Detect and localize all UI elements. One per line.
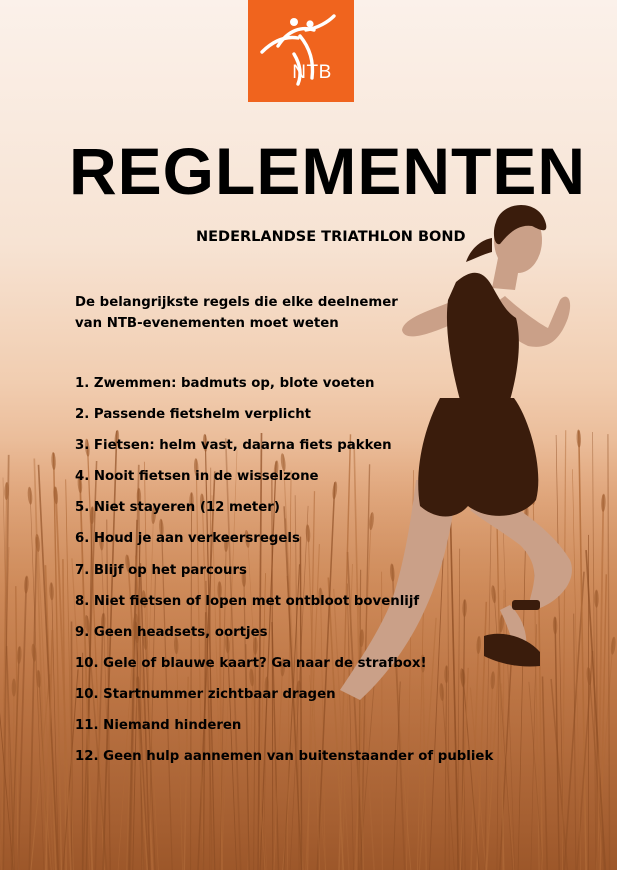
rules-list: [75, 375, 493, 779]
rule-item: 12. Geen hulp aannemen van buitenstaander of publiek: [75, 749, 494, 765]
rule-item: 1. Zwemmen: badmuts op, blote voeten: [75, 376, 375, 391]
rule-item: 6. Houd je aan verkeersregels: [75, 531, 300, 547]
rule-item: 5. Niet stayeren (12 meter): [75, 500, 280, 516]
rule-item: 2. Passende fietshelm verplicht: [75, 407, 312, 423]
ntb-logo: [248, 0, 354, 102]
rule-item: 4. Nooit fietsen in de wisselzone: [75, 469, 319, 485]
page-title: REGLEMENTEN: [68, 134, 587, 208]
intro-text: [75, 292, 435, 334]
organization-subtitle: NEDERLANDSE TRIATHLON BOND: [196, 229, 466, 245]
intro-line: De belangrijkste regels die elke deelnemer: [75, 295, 398, 310]
rule-item: 7. Blijf op het parcours: [75, 562, 247, 578]
rule-item: 10. Gele of blauwe kaart? Ga naar de strafbox!: [75, 655, 427, 671]
rule-item: 8. Niet fietsen of lopen met ontbloot bovenlijf: [75, 593, 420, 609]
rule-item: 9. Geen headsets, oortjes: [75, 624, 268, 640]
intro-line: van NTB-evenementen moet weten: [75, 316, 339, 331]
rule-item: 10. Startnummer zichtbaar dragen: [75, 686, 336, 702]
rule-item: 3. Fietsen: helm vast, daarna fiets pakken: [75, 438, 392, 454]
ntb-athletes-logo-icon: [248, 0, 354, 102]
rule-item: 11. Niemand hinderen: [75, 718, 242, 734]
logo-text: NTB: [292, 62, 332, 83]
